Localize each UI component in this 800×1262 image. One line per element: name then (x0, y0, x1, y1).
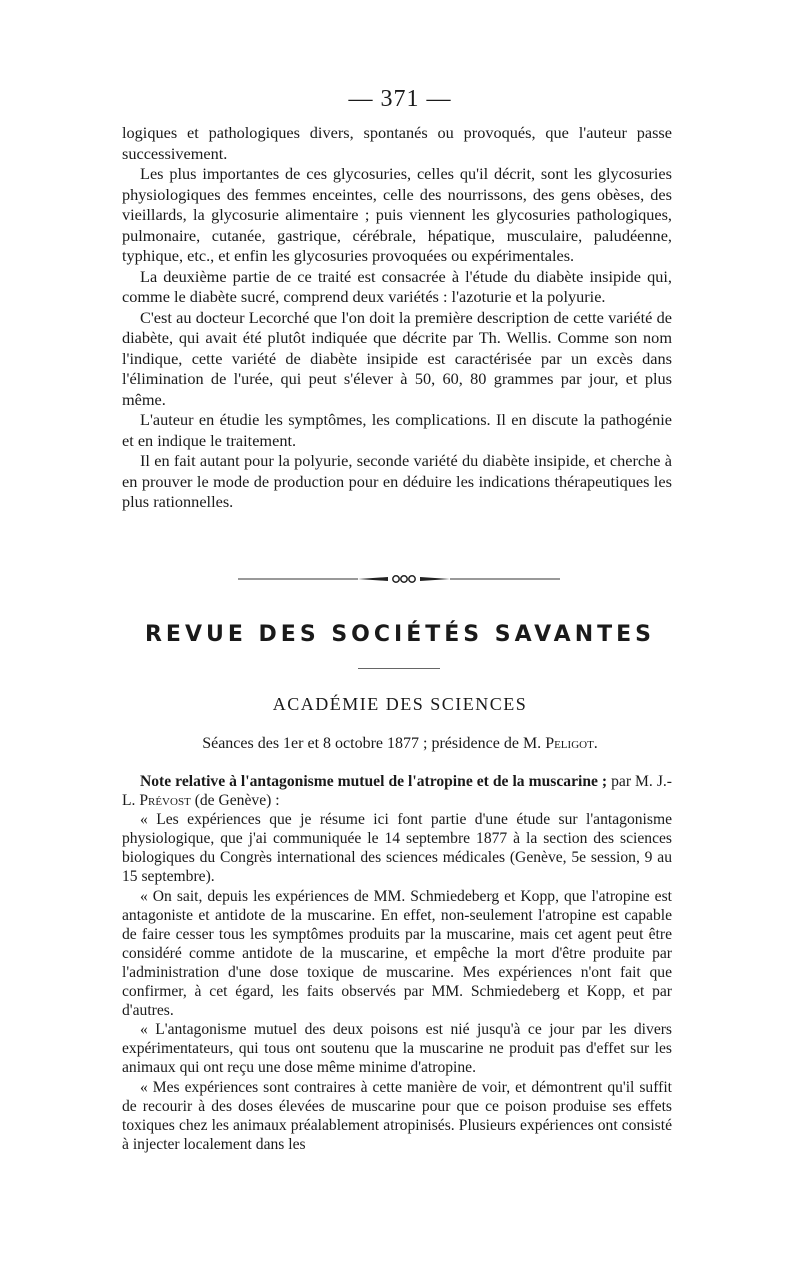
upper-text-block (122, 123, 672, 513)
session-line (0, 735, 800, 753)
paragraph: C'est au docteur Lecorché que l'on doit la première description de cette variété de diabète, qui avait été plutôt indiquée que décrite par Th. Wellis. Comme son nom l'indique, cette variété de diabète insipide est caractérisée par un excès dans l'élimination de l'urée, qui peut s'élever à 50, 60, 80 grammes par jour, et plus même. (122, 307, 672, 409)
session-dates: Séances des 1er et 8 octobre 1877 ; présidence de M. (202, 735, 546, 752)
note-author-suffix: (de Genève) : (190, 792, 280, 810)
note-title-paragraph (122, 772, 672, 810)
divider (358, 668, 440, 669)
paragraph: Les plus importantes de ces glycosuries, celles qu'il décrit, sont les glycosuries physiologiques des femmes enceintes, celle des nourrissons, des gens obèses, des vieillards, la glycosurie alimentaire ; puis viennent les glycosuries pathologiques, pulmonaire, cutanée, gastrique, cérébrale, hépatique, musculaire, paludéenne, typhique, etc., et enfin les glycosuries provoquées ou expérimentales. (122, 164, 672, 265)
note-author-name: Prévost (139, 792, 191, 810)
paragraph: « L'antagonisme mutuel des deux poisons est nié jusqu'à ce jour par les divers expérimentateurs, qui tous ont soutenu que la muscarine ne produit pas d'effet sur les animaux qui ont reçu une dose même minime d'atropine. (122, 1021, 672, 1077)
note-text-block (122, 772, 672, 1154)
ornament-divider (238, 575, 560, 583)
paragraph: L'auteur en étudie les symptômes, les complications. Il en discute la pathogénie et en indique le traitement. (122, 410, 672, 450)
page-number: — 371 — (348, 86, 452, 112)
section-subheading: ACADÉMIE DES SCIENCES (272, 694, 528, 714)
note-author-prefix: par M. J.-L. (122, 773, 672, 810)
paragraph: « On sait, depuis les expériences de MM. Schmiedeberg et Kopp, que l'atropine est antagoniste et antidote de la muscarine. En effet, non-seulement l'atropine est capable de faire cesser tous les symptômes produits par la muscarine, mais cet agent peut être considéré comme antidote de la muscarine, et empêche la mort d'être produite par l'administration d'une dose toxique de muscarine. Mes expériences n'ont fait que confirmer, à cet égard, les faits observés par MM. Schmiedeberg et Kopp, et par d'autres. (122, 887, 672, 1020)
paragraph: La deuxième partie de ce traité est consacrée à l'étude du diabète insipide qui, comme le diabète sucré, comprend deux variétés : l'azoturie et la polyurie. (122, 266, 672, 306)
paragraph: logiques et pathologiques divers, spontanés ou provoqués, que l'auteur passe successivement. (122, 123, 672, 163)
paragraph: « Mes expériences sont contraires à cette manière de voir, et démontrent qu'il suffit de recourir à des doses élevées de muscarine pour que ce poison produise ses effets toxiques chez les animaux préalablement atropinisés. Plusieurs expériences ont consisté à injecter localement dans les (122, 1078, 672, 1153)
paragraph: « Les expériences que je résume ici font partie d'une étude sur l'antagonisme physiologique, que j'ai communiquée le 14 septembre 1877 à la section des sciences biologiques du Congrès international des sciences médicales (Genève, 5e session, 9 au 15 septembre). (122, 811, 672, 886)
paragraph: Il en fait autant pour la polyurie, seconde variété du diabète insipide, et cherche à en prouver le mode de production pour en déduire les indications thérapeutiques les plus rationnelles. (122, 451, 672, 511)
note-title: Note relative à l'antagonisme mutuel de l'atropine et de la muscarine ; (140, 773, 608, 790)
session-president: Peligot. (545, 735, 598, 752)
section-heading: REVUE DES SOCIÉTÉS SAVANTES (144, 622, 655, 647)
